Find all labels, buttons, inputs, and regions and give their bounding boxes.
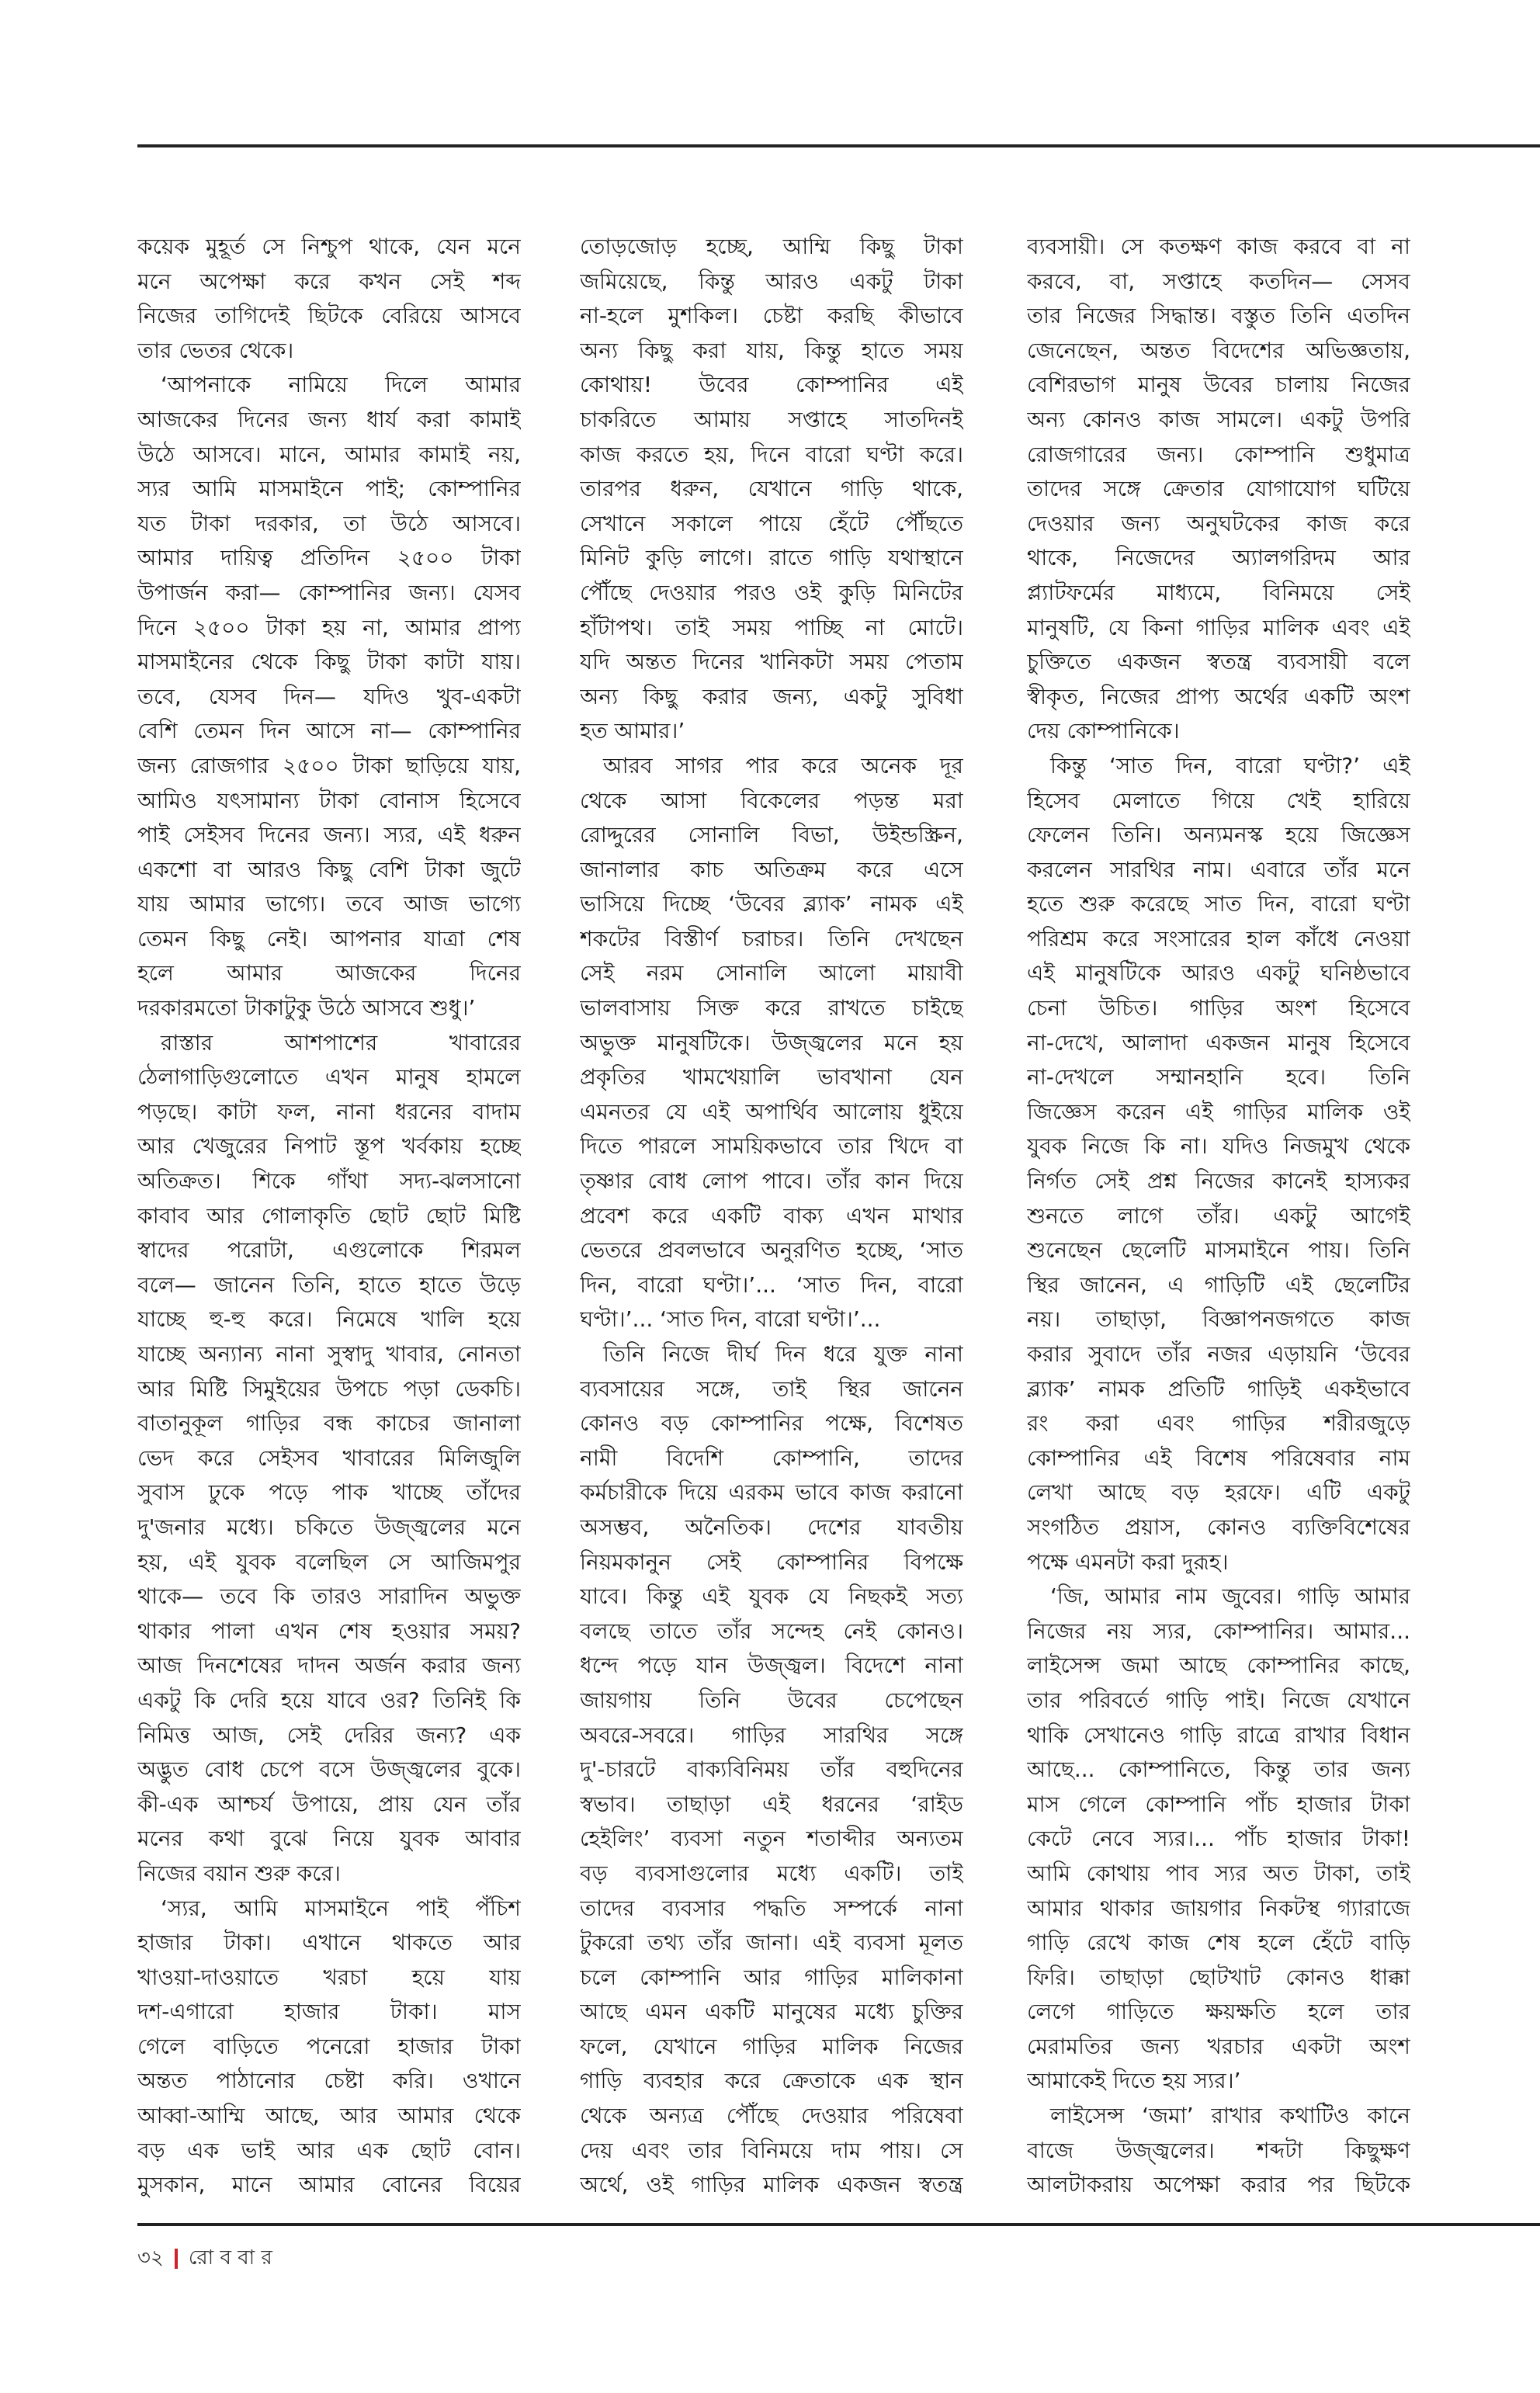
text-line: কেটে নেবে স্যর।... পাঁচ হাজার টাকা!: [1027, 1826, 1410, 1852]
text-line: মানুষটি, যে কিনা গাড়ির মালিক এবং এই: [1027, 614, 1410, 640]
text-line: লাইসেন্স জমা আছে কোম্পানির কাছে,: [1027, 1653, 1410, 1679]
text-line: ব্যবসায়ের সঙ্গে, তাই স্থির জানেন: [580, 1375, 963, 1402]
text-line: না-হলে মুশকিল। চেষ্টা করছি কীভাবে: [580, 303, 963, 329]
text-line: শুনেছেন ছেলেটি মাসমাইনে পায়। তিনি: [1027, 1237, 1410, 1264]
text-line: যাচ্ছে অন্যান্য নানা সুস্বাদু খাবার, নোনতা: [137, 1341, 521, 1367]
text-line: স্যর আমি মাসমাইনে পাই; কোম্পানির: [137, 476, 521, 502]
text-line: আমি কোথায় পাব স্যর অত টাকা, তাই: [1027, 1860, 1410, 1886]
text-line: তোড়জোড় হচ্ছে, আম্মি কিছু টাকা: [580, 234, 963, 259]
text-line: ভেদ করে সেইসব খাবারের মিলিজুলি: [137, 1444, 521, 1471]
text-line: জন্য রোজগার ২৫০০ টাকা ছাড়িয়ে যায়,: [137, 752, 521, 779]
text-line: ফেলেন তিনি। অন্যমনস্ক হয়ে জিজ্ঞেস: [1027, 822, 1410, 848]
text-line: দিনে ২৫০০ টাকা হয় না, আমার প্রাপ্য: [137, 614, 521, 640]
text-line: জিজ্ঞেস করেন এই গাড়ির মালিক ওই: [1027, 1098, 1410, 1125]
text-line: এই মানুষটিকে আরও একটু ঘনিষ্ঠভাবে: [1027, 960, 1410, 987]
text-line: বড় এক ভাই আর এক ছোট বোন।: [137, 2137, 521, 2163]
text-line: আছে... কোম্পানিতে, কিন্তু তার জন্য: [1027, 1757, 1410, 1783]
text-line: দরকারমতো টাকাটুকু উঠে আসবে শুধু।’: [137, 995, 476, 1021]
page-footer: [137, 2242, 272, 2276]
text-line: জমিয়েছে, কিন্তু আরও একটু টাকা: [580, 268, 963, 294]
text-line: ‘স্যর, আমি মাসমাইনে পাই পঁচিশ: [161, 1895, 521, 1921]
text-line: ব্যবসায়ী। সে কতক্ষণ কাজ করবে বা না: [1027, 234, 1410, 259]
text-line: গাড়ি রেখে কাজ শেষ হলে হেঁটে বাড়ি: [1027, 1930, 1410, 1956]
text-line: খাওয়া-দাওয়াতে খরচা হয়ে যায়: [137, 1964, 521, 1990]
text-line: আমিও যৎসামান্য টাকা বোনাস হিসেবে: [137, 787, 521, 813]
bottom-rule: [137, 2223, 1540, 2226]
text-line: কোথায়! উবের কোম্পানির এই: [580, 372, 963, 398]
text-line: দু'-চারটে বাক্যবিনিময় তাঁর বহুদিনের: [580, 1757, 963, 1783]
text-line: তার নিজের সিদ্ধান্ত। বস্তুত তিনি এতদিন: [1027, 303, 1410, 329]
text-line: হাজার টাকা। এখানে থাকতে আর: [137, 1930, 521, 1956]
footer-separator: [175, 2249, 178, 2269]
text-line: থাকি সেখানেও গাড়ি রাত্রে রাখার বিধান: [1027, 1722, 1410, 1748]
text-line: গেলে বাড়িতে পনেরো হাজার টাকা: [137, 2033, 521, 2059]
text-line: হয়, এই যুবক বলেছিল সে আজিমপুর: [137, 1549, 521, 1575]
text-line: মনের কথা বুঝে নিয়ে যুবক আবার: [137, 1826, 521, 1852]
text-line: সংগঠিত প্রয়াস, কোনও ব্যক্তিবিশেষের: [1027, 1514, 1410, 1540]
text-line: যত টাকা দরকার, তা উঠে আসবে।: [137, 510, 521, 536]
text-line: হিসেব মেলাতে গিয়ে খেই হারিয়ে: [1027, 787, 1410, 813]
text-line: একশো বা আরও কিছু বেশি টাকা জুটে: [137, 856, 521, 883]
text-line: অবরে-সবরে। গাড়ির সারথির সঙ্গে: [580, 1722, 963, 1748]
text-line: তৃষ্ণার বোধ লোপ পাবে। তাঁর কান দিয়ে: [580, 1168, 963, 1195]
text-line: তাদের সঙ্গে ক্রেতার যোগাযোগ ঘটিয়ে: [1027, 476, 1410, 502]
text-line: মিনিট কুড়ি লাগে। রাতে গাড়ি যথাস্থানে: [580, 545, 963, 571]
text-line: তবে, যেসব দিন— যদিও খুব-একটা: [137, 683, 521, 709]
text-line: নির্গত সেই প্রশ্ন নিজের কানেই হাস্যকর: [1027, 1168, 1410, 1195]
text-line: ধন্দে পড়ে যান উজ্জ্বল। বিদেশে নানা: [580, 1653, 963, 1679]
text-line: অসম্ভব, অনৈতিক। দেশের যাবতীয়: [580, 1514, 963, 1540]
magazine-name: রো ব বা র: [188, 2246, 272, 2270]
text-line: ফিরি। তাছাড়া ছোটখাট কোনও ধাক্কা: [1027, 1964, 1410, 1990]
text-line: বলছে তাতে তাঁর সন্দেহ নেই কোনও।: [580, 1618, 963, 1644]
text-line: নিজের বয়ান শুরু করে।: [137, 1860, 341, 1886]
text-line: মাস গেলে কোম্পানি পাঁচ হাজার টাকা: [1027, 1791, 1410, 1817]
text-line: অভুক্ত মানুষটিকে। উজ্জ্বলের মনে হয়: [580, 1029, 963, 1056]
text-line: নিজের তাগিদেই ছিটকে বেরিয়ে আসবে: [137, 303, 521, 329]
text-line: আমার থাকার জায়গার নিকটস্থ গ্যারাজে: [1027, 1895, 1410, 1921]
text-line: পক্ষে এমনটা করা দুরূহ।: [1027, 1549, 1229, 1575]
text-line: ভাসিয়ে দিচ্ছে ‘উবের ব্ল্যাক’ নামক এই: [580, 891, 963, 917]
text-line: করার সুবাদে তাঁর নজর এড়ায়নি ‘উবের: [1027, 1341, 1410, 1367]
text-line: শুনতে লাগে তাঁর। একটু আগেই: [1027, 1202, 1410, 1229]
text-line: সুবাস ঢুকে পড়ে পাক খাচ্ছে তাঁদের: [137, 1479, 521, 1506]
text-line: যায় আমার ভাগ্যে। তবে আজ ভাগ্যে: [137, 891, 521, 917]
text-line: তাদের ব্যবসার পদ্ধতি সম্পর্কে নানা: [580, 1895, 963, 1921]
text-line: থাকার পালা এখন শেষ হওয়ার সময়?: [137, 1618, 521, 1644]
text-line: না-দেখে, আলাদা একজন মানুষ হিসেবে: [1027, 1029, 1410, 1056]
text-line: আলটাকরায় অপেক্ষা করার পর ছিটকে: [1027, 2172, 1410, 2198]
text-line: বলে— জানেন তিনি, হাতে হাতে উড়ে: [137, 1271, 521, 1298]
text-line: রোজগারের জন্য। কোম্পানি শুধুমাত্র: [1027, 441, 1410, 467]
text-line: মেরামতির জন্য খরচার একটা অংশ: [1027, 2033, 1410, 2059]
text-line: অন্য কিছু করার জন্য, একটু সুবিধা: [580, 683, 963, 709]
text-line: থাকে, নিজেদের অ্যালগরিদম আর: [1027, 545, 1410, 571]
text-line: দেয় এবং তার বিনিময়ে দাম পায়। সে: [580, 2137, 963, 2163]
text-line: রং করা এবং গাড়ির শরীরজুড়ে: [1027, 1410, 1410, 1437]
text-line: এমনতর যে এই অপার্থিব আলোয় ধুইয়ে: [580, 1098, 963, 1125]
text-line: প্রবেশ করে একটি বাক্য এখন মাথার: [580, 1202, 963, 1229]
text-line: দেওয়ার জন্য অনুঘটকের কাজ করে: [1027, 510, 1410, 536]
text-line: রাস্তার আশপাশের খাবারের: [161, 1029, 521, 1056]
text-line: তার পরিবর্তে গাড়ি পাই। নিজে যেখানে: [1027, 1687, 1410, 1713]
text-line: আমাকেই দিতে হয় স্যর।’: [1027, 2068, 1241, 2094]
text-line: লেখা আছে বড় হরফে। এটি একটু: [1027, 1479, 1410, 1506]
text-line: ঠেলাগাড়িগুলোতে এখন মানুষ হামলে: [137, 1064, 521, 1091]
text-line: চুক্তিতে একজন স্বতন্ত্র ব্যবসায়ী বলে: [1027, 649, 1410, 675]
text-column-1: [137, 230, 521, 2203]
text-line: ভালবাসায় সিক্ত করে রাখতে চাইছে: [580, 995, 963, 1021]
text-line: প্রকৃতির খামখেয়ালি ভাবখানা যেন: [580, 1064, 963, 1091]
text-line: হতে শুরু করেছে সাত দিন, বারো ঘণ্টা: [1027, 891, 1410, 917]
text-line: স্বীকৃত, নিজের প্রাপ্য অর্থের একটি অংশ: [1027, 683, 1410, 709]
text-line: হলে আমার আজকের দিনের: [137, 960, 521, 987]
text-line: কাজ করতে হয়, দিনে বারো ঘণ্টা করে।: [580, 441, 963, 467]
text-line: চেনা উচিত। গাড়ির অংশ হিসেবে: [1027, 995, 1410, 1021]
text-line: স্বভাব। তাছাড়া এই ধরনের ‘রাইড: [580, 1791, 963, 1817]
text-line: গাড়ি ব্যবহার করে ক্রেতাকে এক স্থান: [580, 2068, 963, 2094]
text-line: টুকরো তথ্য তাঁর জানা। এই ব্যবসা মূলত: [580, 1930, 963, 1956]
text-line: যাবে। কিন্তু এই যুবক যে নিছকই সত্য: [580, 1583, 963, 1610]
text-line: থেকে অন্যত্র পৌঁছে দেওয়ার পরিষেবা: [580, 2103, 963, 2129]
text-column-3: [1027, 230, 1410, 2203]
text-line: উঠে আসবে। মানে, আমার কামাই নয়,: [137, 441, 521, 467]
text-line: আজ দিনশেষের দাদন অর্জন করার জন্য: [137, 1653, 521, 1679]
text-line: মুসকান, মানে আমার বোনের বিয়ের: [137, 2172, 521, 2198]
text-line: নিজের নয় স্যর, কোম্পানির। আমার...: [1027, 1618, 1410, 1644]
text-line: অতিক্রত। শিকে গাঁথা সদ্য-ঝলসানো: [137, 1168, 521, 1195]
text-line: হত আমার।’: [580, 718, 685, 744]
page-number: ৩২: [137, 2246, 164, 2270]
text-line: লেগে গাড়িতে ক্ষয়ক্ষতি হলে তার: [1027, 1999, 1410, 2025]
text-line: কিন্তু ‘সাত দিন, বারো ঘণ্টা?’ এই: [1050, 752, 1410, 779]
text-line: তারপর ধরুন, যেখানে গাড়ি থাকে,: [580, 476, 963, 502]
text-line: যাচ্ছে হু-হু করে। নিমেষে খালি হয়ে: [137, 1306, 521, 1333]
text-line: ফলে, যেখানে গাড়ির মালিক নিজের: [580, 2033, 963, 2059]
text-line: জেনেছেন, অন্তত বিদেশের অভিজ্ঞতায়,: [1027, 337, 1410, 363]
text-line: মনে অপেক্ষা করে কখন সেই শব্দ: [137, 268, 521, 294]
text-line: দিতে পারলে সাময়িকভাবে তার খিদে বা: [580, 1133, 963, 1160]
text-line: তেমন কিছু নেই। আপনার যাত্রা শেষ: [137, 925, 521, 952]
text-line: কর্মচারীকে দিয়ে এরকম ভাবে কাজ করানো: [580, 1479, 963, 1506]
text-line: সেই নরম সোনালি আলো মায়াবী: [580, 960, 963, 987]
text-line: কী-এক আশ্চর্য উপায়ে, প্রায় যেন তাঁর: [137, 1791, 521, 1817]
text-line: একটু কি দেরি হয়ে যাবে ওর? তিনিই কি: [137, 1687, 521, 1713]
text-line: বাজে উজ্জ্বলের। শব্দটা কিছুক্ষণ: [1027, 2137, 1410, 2163]
text-line: ‘জি, আমার নাম জুবের। গাড়ি আমার: [1050, 1583, 1410, 1610]
text-line: তার ভেতর থেকে।: [137, 337, 294, 363]
text-line: আর মিষ্টি সিমুইয়ের উপচে পড়া ডেকচি।: [137, 1375, 521, 1402]
text-line: আজকের দিনের জন্য ধার্য করা কামাই: [137, 406, 521, 432]
text-line: পৌঁছে দেওয়ার পরও ওই কুড়ি মিনিটের: [580, 579, 963, 605]
text-line: লাইসেন্স ‘জমা’ রাখার কথাটিও কানে: [1050, 2103, 1410, 2129]
text-line: বাতানুকূল গাড়ির বন্ধ কাচের জানালা: [137, 1410, 521, 1437]
text-line: ‘আপনাকে নামিয়ে দিলে আমার: [161, 372, 521, 398]
text-line: পড়ছে। কাটা ফল, নানা ধরনের বাদাম: [137, 1098, 521, 1125]
text-line: উপার্জন করা— কোম্পানির জন্য। যেসব: [137, 579, 521, 605]
text-line: হেইলিং’ ব্যবসা নতুন শতাব্দীর অন্যতম: [580, 1826, 963, 1852]
text-line: করবে, বা, সপ্তাহে কতদিন— সেসব: [1027, 268, 1410, 294]
text-line: চাকরিতে আমায় সপ্তাহে সাতদিনই: [580, 406, 963, 432]
text-line: নয়। তাছাড়া, বিজ্ঞাপনজগতে কাজ: [1027, 1306, 1410, 1333]
text-line: ভেতরে প্রবলভাবে অনুরণিত হচ্ছে, ‘সাত: [580, 1237, 963, 1264]
text-line: তিনি নিজে দীর্ঘ দিন ধরে যুক্ত নানা: [603, 1341, 963, 1367]
text-line: থেকে আসা বিকেলের পড়ন্ত মরা: [580, 787, 963, 813]
text-line: স্বাদের পরোটা, এগুলোকে শিরমল: [137, 1237, 521, 1264]
text-line: দশ-এগারো হাজার টাকা। মাস: [137, 1999, 521, 2025]
text-line: হাঁটাপথ। তাই সময় পাচ্ছি না মোটে।: [580, 614, 963, 640]
text-line: করলেন সারথির নাম। এবারে তাঁর মনে: [1027, 856, 1410, 883]
text-line: কয়েক মুহূর্ত সে নিশ্চুপ থাকে, যেন মনে: [137, 234, 521, 259]
text-line: চলে কোম্পানি আর গাড়ির মালিকানা: [580, 1964, 963, 1990]
text-line: ব্ল্যাক’ নামক প্রতিটি গাড়িই একইভাবে: [1027, 1375, 1410, 1402]
text-line: মাসমাইনের থেকে কিছু টাকা কাটা যায়।: [137, 649, 521, 675]
text-line: প্ল্যাটফর্মের মাধ্যমে, বিনিময়ে সেই: [1027, 579, 1410, 605]
text-line: আব্বা-আম্মি আছে, আর আমার থেকে: [137, 2103, 521, 2129]
text-line: যুবক নিজে কি না। যদিও নিজমুখ থেকে: [1027, 1133, 1410, 1160]
text-line: কোনও বড় কোম্পানির পক্ষে, বিশেষত: [580, 1410, 963, 1437]
text-line: জায়গায় তিনি উবের চেপেছেন: [580, 1687, 963, 1713]
text-line: বড় ব্যবসাগুলোর মধ্যে একটি। তাই: [580, 1860, 963, 1886]
text-line: না-দেখলে সম্মানহানি হবে। তিনি: [1027, 1064, 1410, 1091]
text-line: স্থির জানেন, এ গাড়িটি এই ছেলেটির: [1027, 1271, 1410, 1298]
top-rule: [137, 144, 1540, 147]
text-line: পরিশ্রম করে সংসারের হাল কাঁধে নেওয়া: [1027, 925, 1410, 952]
text-line: অন্য কোনও কাজ সামলে। একটু উপরি: [1027, 406, 1410, 432]
text-line: আর খেজুরের নিপাট স্তূপ খর্বকায় হচ্ছে: [137, 1133, 521, 1160]
text-line: দু'জনার মধ্যে। চকিতে উজ্জ্বলের মনে: [137, 1514, 521, 1540]
text-line: আরব সাগর পার করে অনেক দূর: [603, 752, 963, 779]
text-line: রোদ্দুরের সোনালি বিভা, উইন্ডস্ক্রিন,: [580, 822, 963, 848]
text-line: অদ্ভুত বোধ চেপে বসে উজ্জ্বলের বুকে।: [137, 1757, 521, 1783]
text-line: দিন, বারো ঘণ্টা।’... ‘সাত দিন, বারো: [580, 1271, 963, 1298]
text-line: বেশি তেমন দিন আসে না— কোম্পানির: [137, 718, 521, 744]
text-line: যদি অন্তত দিনের খানিকটা সময় পেতাম: [580, 649, 963, 675]
text-line: থাকে— তবে কি তারও সারাদিন অভুক্ত: [137, 1583, 521, 1610]
text-line: পাই সেইসব দিনের জন্য। স্যর, এই ধরুন: [137, 822, 521, 848]
text-line: অন্য কিছু করা যায়, কিন্তু হাতে সময়: [580, 337, 963, 363]
text-line: কোম্পানির এই বিশেষ পরিষেবার নাম: [1027, 1444, 1410, 1471]
text-line: বেশিরভাগ মানুষ উবের চালায় নিজের: [1027, 372, 1410, 398]
text-line: অর্থে, ওই গাড়ির মালিক একজন স্বতন্ত্র: [580, 2172, 963, 2198]
text-line: নামী বিদেশি কোম্পানি, তাদের: [580, 1444, 963, 1471]
text-line: নিয়মকানুন সেই কোম্পানির বিপক্ষে: [580, 1549, 963, 1575]
text-line: আছে এমন একটি মানুষের মধ্যে চুক্তির: [580, 1999, 963, 2025]
text-line: কাবাব আর গোলাকৃতি ছোট ছোট মিষ্টি: [137, 1202, 521, 1229]
text-line: শকটের বিস্তীর্ণ চরাচর। তিনি দেখছেন: [580, 925, 963, 952]
text-line: অন্তত পাঠানোর চেষ্টা করি। ওখানে: [137, 2068, 521, 2094]
text-line: আমার দায়িত্ব প্রতিদিন ২৫০০ টাকা: [137, 545, 521, 571]
text-line: জানালার কাচ অতিক্রম করে এসে: [580, 856, 963, 883]
text-line: নিমিত্ত আজ, সেই দেরির জন্য? এক: [137, 1722, 521, 1748]
text-line: সেখানে সকালে পায়ে হেঁটে পৌঁছতে: [580, 510, 963, 536]
text-line: দেয় কোম্পানিকে।: [1027, 718, 1180, 744]
text-line: ঘণ্টা।’... ‘সাত দিন, বারো ঘণ্টা।’...: [580, 1306, 881, 1333]
text-column-2: [580, 230, 963, 2203]
